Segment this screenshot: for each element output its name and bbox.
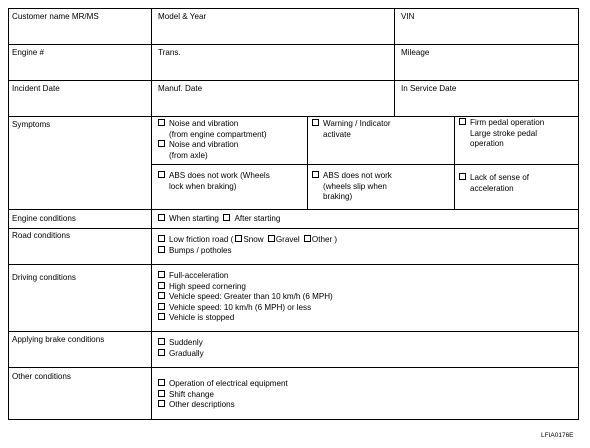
checkbox[interactable]: [158, 292, 165, 299]
model-year-label: Model & Year: [158, 12, 207, 21]
divider: [9, 367, 578, 368]
symptoms-label: Symptoms: [12, 120, 51, 129]
driving-conditions-label: Driving conditions: [12, 273, 76, 282]
checkbox[interactable]: [312, 171, 319, 178]
divider: [9, 264, 578, 265]
checkbox[interactable]: [158, 303, 165, 310]
road-conditions-options: Low friction road ( Snow Gravel Other ) Bumps / potholes: [158, 235, 337, 256]
checkbox[interactable]: [459, 173, 466, 180]
divider: [151, 9, 152, 419]
checkbox[interactable]: [158, 119, 165, 126]
other-conditions-label: Other conditions: [12, 372, 71, 381]
road-conditions-label: Road conditions: [12, 231, 71, 240]
symptom-noise-axle: Noise and vibration (from axle): [158, 140, 238, 161]
divider: [307, 116, 308, 209]
divider: [394, 9, 395, 116]
customer-name-label: Customer name MR/MS: [12, 12, 99, 21]
brake-conditions-options: Suddenly Gradually: [158, 338, 204, 359]
checkbox[interactable]: [235, 235, 242, 242]
divider: [9, 228, 578, 229]
incident-date-label: Incident Date: [12, 84, 60, 93]
divider: [9, 116, 578, 117]
checkbox[interactable]: [158, 246, 165, 253]
checkbox[interactable]: [459, 118, 466, 125]
symptom-noise-engine: Noise and vibration (from engine compartment): [158, 119, 267, 140]
trans-label: Trans.: [158, 48, 181, 57]
divider: [9, 80, 578, 81]
engine-conditions-label: Engine conditions: [12, 214, 76, 223]
checkbox[interactable]: [304, 235, 311, 242]
checkbox[interactable]: [268, 235, 275, 242]
checkbox[interactable]: [158, 214, 165, 221]
symptom-abs-lock: ABS does not work (Wheels lock when braking): [158, 171, 270, 192]
checkbox[interactable]: [158, 349, 165, 356]
divider: [9, 44, 578, 45]
symptom-warning-indicator: Warning / Indicator activate: [312, 119, 391, 140]
symptom-lack-acceleration: Lack of sense of acceleration: [459, 173, 529, 194]
checkbox[interactable]: [158, 379, 165, 386]
manuf-date-label: Manuf. Date: [158, 84, 203, 93]
other-conditions-options: Operation of electrical equipment Shift change Other descriptions: [158, 379, 288, 411]
symptom-abs-slip: ABS does not work (wheels slip when braking): [312, 171, 392, 203]
checkbox[interactable]: [158, 390, 165, 397]
checkbox[interactable]: [158, 400, 165, 407]
divider: [151, 164, 578, 165]
figure-code: LFIA0176E: [541, 432, 574, 439]
symptom-firm-pedal: Firm pedal operation Large stroke pedal operation: [459, 118, 544, 150]
diagnostic-worksheet-form: [8, 8, 579, 420]
divider: [9, 331, 578, 332]
checkbox[interactable]: [158, 338, 165, 345]
divider: [9, 209, 578, 210]
mileage-label: Mileage: [401, 48, 430, 57]
in-service-date-label: In Service Date: [401, 84, 457, 93]
brake-conditions-label: Applying brake conditions: [12, 335, 105, 344]
driving-conditions-options: Full-acceleration High speed cornering Vehicle speed: Greater than 10 km/h (6 MPH) Vehicle speed: 10 km/h (6 MPH) or less Vehicle is stopped: [158, 271, 333, 324]
checkbox[interactable]: [158, 171, 165, 178]
checkbox[interactable]: [158, 271, 165, 278]
checkbox[interactable]: [223, 214, 230, 221]
engine-conditions-options: When starting After starting: [158, 214, 280, 225]
checkbox[interactable]: [158, 313, 165, 320]
divider: [454, 116, 455, 209]
checkbox[interactable]: [158, 140, 165, 147]
engine-number-label: Engine #: [12, 48, 44, 57]
vin-label: VIN: [401, 12, 415, 21]
checkbox[interactable]: [158, 282, 165, 289]
checkbox[interactable]: [312, 119, 319, 126]
checkbox[interactable]: [158, 235, 165, 242]
